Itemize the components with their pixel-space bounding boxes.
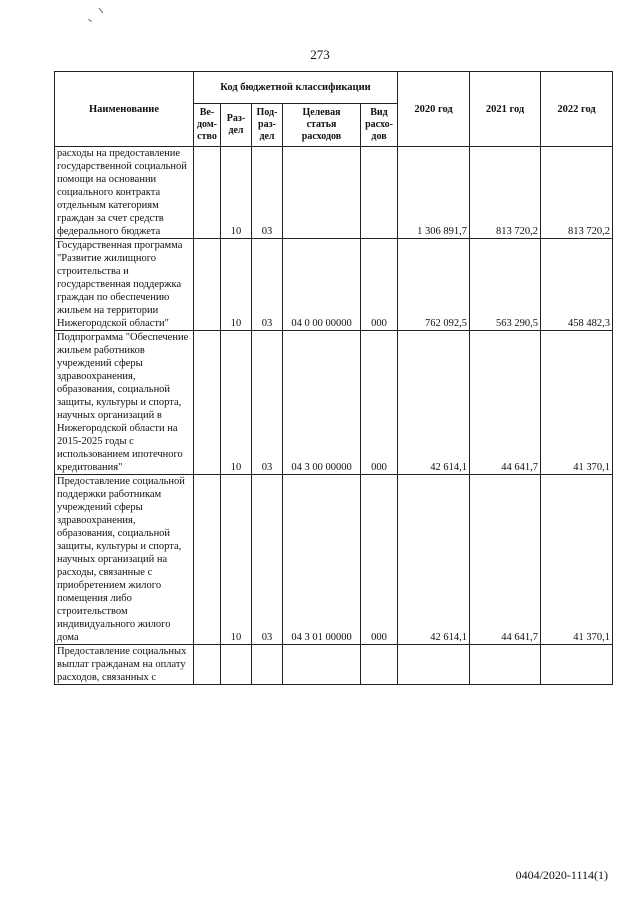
table-row [55,147,613,239]
row-vid [361,147,398,239]
header-vedomstvo: Ве- дом- ство [194,104,221,147]
header-podrazdel: Под- раз- дел [252,104,283,147]
scan-mark [99,8,104,13]
row-razdel: 10 [221,239,252,331]
row-target: 04 0 00 00000 [283,239,361,331]
header-name: Наименование [55,72,194,147]
table-row [55,239,613,331]
row-podrazdel: 03 [252,239,283,331]
table-row [55,645,613,685]
table-row [55,331,613,475]
row-vedomstvo [194,331,221,475]
row-target [283,645,361,685]
row-target: 04 3 01 00000 [283,475,361,645]
row-target [283,147,361,239]
header-razdel: Раз- дел [221,104,252,147]
row-2022: 41 370,1 [541,475,613,645]
row-name: расходы на предоставление государственной социальной помощи на основании социального контракта отдельным категориям граждан за счет средств федерального бюджета [55,147,194,239]
header-year-2020: 2020 год [398,72,470,147]
header-year-2021: 2021 год [470,72,541,147]
row-2020: 1 306 891,7 [398,147,470,239]
row-podrazdel [252,645,283,685]
row-2020 [398,645,470,685]
row-razdel: 10 [221,475,252,645]
table-header-row [55,72,613,104]
row-2020: 42 614,1 [398,475,470,645]
document-code: 0404/2020-1114(1) [515,868,608,882]
row-2021: 44 641,7 [470,331,541,475]
row-2022: 813 720,2 [541,147,613,239]
row-2020: 42 614,1 [398,331,470,475]
budget-table [54,71,613,685]
row-vedomstvo [194,475,221,645]
header-vid: Вид расхо- дов [361,104,398,147]
row-vedomstvo [194,147,221,239]
header-classification-group: Код бюджетной классификации [194,72,398,104]
row-vid: 000 [361,239,398,331]
row-2021: 44 641,7 [470,475,541,645]
row-2021 [470,645,541,685]
row-podrazdel: 03 [252,147,283,239]
row-name: Предоставление социальной поддержки работникам учреждений сферы здравоохранения, образования, социальной защиты, культуры и спорта, научных организаций на расходы, связанные с приобретением жилого помещения либо строительством индивидуального жилого дома [55,475,194,645]
row-2022: 41 370,1 [541,331,613,475]
row-razdel [221,645,252,685]
row-razdel: 10 [221,147,252,239]
row-name: Предоставление социальных выплат гражданам на оплату расходов, связанных с [55,645,194,685]
row-podrazdel: 03 [252,331,283,475]
table-row [55,475,613,645]
row-2020: 762 092,5 [398,239,470,331]
row-razdel: 10 [221,331,252,475]
row-2021: 813 720,2 [470,147,541,239]
row-target: 04 3 00 00000 [283,331,361,475]
row-vid [361,645,398,685]
row-vid: 000 [361,331,398,475]
page-number: 273 [310,47,330,62]
row-vedomstvo [194,239,221,331]
row-vedomstvo [194,645,221,685]
row-2021: 563 290,5 [470,239,541,331]
row-name: Государственная программа "Развитие жилищного строительства и государственная поддержка граждан по обеспечению жильем на территории Нижегородской области" [55,239,194,331]
row-vid: 000 [361,475,398,645]
row-2022: 458 482,3 [541,239,613,331]
row-name: Подпрограмма "Обеспечение жильем работников учреждений сферы здравоохранения, образования, социальной защиты, культуры и спорта, научных организаций в Нижегородской области на 2015-2025 годы с использованием ипотечного кредитования" [55,331,194,475]
row-2022 [541,645,613,685]
scan-mark [88,19,92,22]
header-target: Целевая статья расходов [283,104,361,147]
header-year-2022: 2022 год [541,72,613,147]
row-podrazdel: 03 [252,475,283,645]
